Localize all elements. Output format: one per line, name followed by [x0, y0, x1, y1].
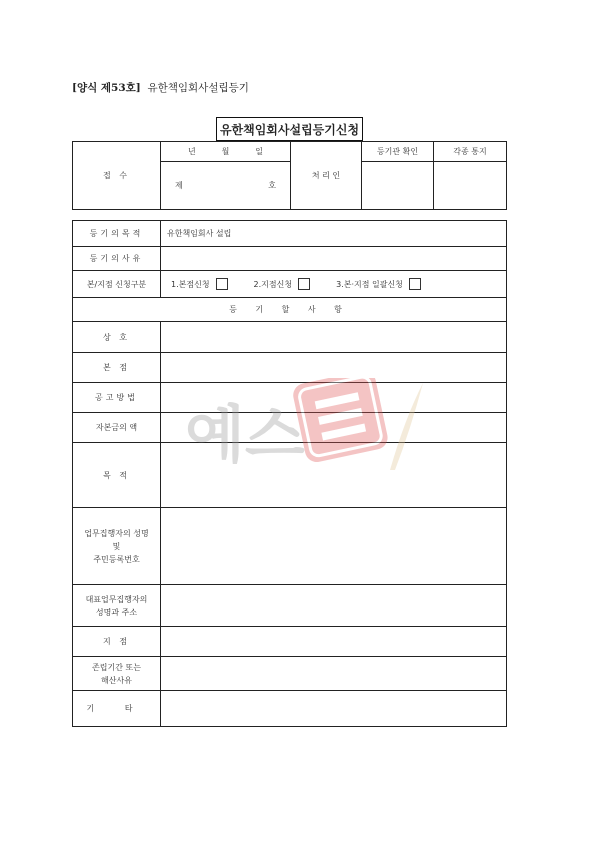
- receipt-number-cell[interactable]: [161, 162, 291, 210]
- date-day: 일: [255, 147, 263, 156]
- notices-cell[interactable]: [434, 162, 507, 210]
- executive-label: [73, 508, 161, 585]
- representative-label-line1: 대표업무집행자의: [85, 594, 148, 604]
- batch-checkbox[interactable]: [409, 278, 421, 290]
- other-label: 기 타: [73, 691, 161, 727]
- representative-label-line2: 성명과 주소: [95, 607, 138, 617]
- trade-name-label: 상 호: [73, 322, 161, 353]
- branch-label: 지 점: [73, 627, 161, 657]
- head-office-label: 본 점: [73, 353, 161, 383]
- date-year: 년: [187, 147, 196, 156]
- watermark-logo: [185, 378, 425, 478]
- option-batch[interactable]: [336, 278, 421, 290]
- division-label: 본/지점 신청구분: [73, 271, 161, 298]
- head-office-checkbox[interactable]: [216, 278, 228, 290]
- option-branch-label: 2.지점신청: [253, 279, 293, 289]
- items-header: 등 기 할 사 항: [73, 298, 507, 322]
- branch-value[interactable]: [161, 627, 507, 657]
- option-head-office[interactable]: [171, 278, 228, 290]
- capital-label: 자본금의 액: [73, 413, 161, 443]
- trade-name-value[interactable]: [161, 322, 507, 353]
- cause-label: 등기의사유: [73, 247, 161, 271]
- form-label: [72, 80, 249, 95]
- receipt-label: 접 수: [73, 142, 161, 210]
- duration-label-line2: 해산사유: [101, 675, 132, 685]
- executive-value[interactable]: [161, 508, 507, 585]
- processor-label: 처 리 인: [291, 142, 362, 210]
- duration-label-line1: 존립기간 또는: [92, 662, 141, 672]
- number-prefix: 제: [175, 181, 183, 190]
- executive-label-line3: 주민등록번호: [93, 554, 140, 564]
- purpose-label: 등기의목적: [73, 221, 161, 247]
- receipt-date-cell[interactable]: [161, 142, 291, 162]
- watermark-text-gray: 예스: [185, 398, 305, 471]
- option-batch-label: 3.본·지점 일괄신청: [336, 279, 403, 289]
- representative-value[interactable]: [161, 585, 507, 627]
- quill-icon: [390, 383, 423, 470]
- executive-label-line1: 업무집행자의 성명: [84, 528, 149, 538]
- option-head-office-label: 1.본점신청: [171, 279, 210, 289]
- registry-confirm-cell[interactable]: [362, 162, 434, 210]
- duration-label: [73, 657, 161, 691]
- number-suffix: 호: [268, 181, 276, 190]
- other-value[interactable]: [161, 691, 507, 727]
- notices-label: 각종 통지: [434, 142, 507, 162]
- division-options: [161, 271, 507, 298]
- form-name: 유한책임회사설립등기: [147, 82, 249, 94]
- form-title: 유한책임회사설립등기신청: [216, 117, 363, 141]
- form-number: [양식 제53호]: [72, 82, 141, 94]
- cause-value[interactable]: [161, 247, 507, 271]
- receipt-table: [72, 141, 507, 210]
- option-branch[interactable]: [254, 278, 311, 290]
- watermark-badge: [291, 378, 390, 464]
- purpose-value[interactable]: 유한책임회사 설립: [161, 221, 507, 247]
- notice-method-label: 공고방법: [73, 383, 161, 413]
- registry-confirm-label: 등기관 확인: [362, 142, 434, 162]
- representative-label: [73, 585, 161, 627]
- duration-value[interactable]: [161, 657, 507, 691]
- executive-label-line2: 및: [112, 541, 121, 551]
- objective-label: 목 적: [73, 443, 161, 508]
- branch-checkbox[interactable]: [298, 278, 310, 290]
- date-month: 월: [221, 147, 230, 156]
